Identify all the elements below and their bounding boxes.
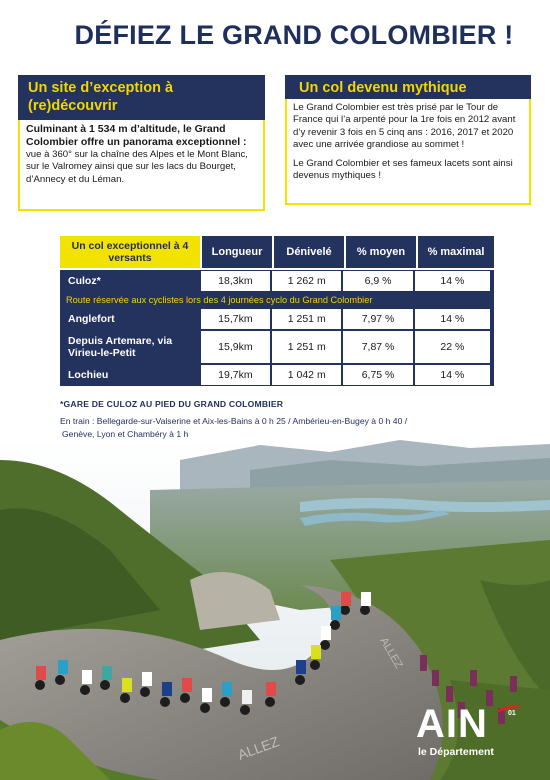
cell-pct-maximal: 14 % [415,365,490,385]
versants-table [60,236,494,386]
cell-longueur: 15,9km [201,331,270,363]
mythic-col-heading: Un col devenu mythique [285,75,531,99]
exception-site-box [18,75,265,211]
logo-department-text: le Département [418,746,494,758]
table-row [60,270,494,292]
cell-denivele: 1 251 m [272,331,341,363]
table-row [60,364,494,386]
cell-denivele: 1 251 m [272,309,341,329]
cyclist-road-note: Route réservée aux cyclistes lors des 4 journées cyclo du Grand Colombier [60,292,494,308]
exception-site-heading: Un site d’exception à (re)découvrir [18,75,265,120]
cell-pct-moyen: 6,75 % [343,365,412,385]
row-name: Culoz* [68,275,101,287]
ain-department-logo [416,704,536,764]
mythic-col-paragraph-2: Le Grand Colombier et ses fameux lacets sont ainsi devenus mythiques ! [293,157,513,182]
footnote-train-line-1: En train : Bellegarde-sur-Valserine et Aix-les-Bains à 0 h 25 / Ambérieu-en-Bugey à 0 h 40 / [60,416,408,426]
culoz-station-note [60,399,500,440]
header-pct-moyen: % moyen [344,236,416,268]
table-header-row [60,236,494,268]
footnote-title: *GARE DE CULOZ AU PIED DU GRAND COLOMBIER [60,399,284,409]
cell-pct-moyen: 6,9 % [343,271,412,291]
cell-pct-maximal: 14 % [415,309,490,329]
cell-pct-moyen: 7,97 % [343,309,412,329]
mythic-col-box [285,75,531,205]
cell-longueur: 15,7km [201,309,270,329]
logo-ain-text: AIN [416,702,488,746]
cell-longueur: 18,3km [201,271,270,291]
svg-text:ALLEZ: ALLEZ [235,733,282,763]
cell-pct-moyen: 7,87 % [343,331,412,363]
table-corner-label: Un col exceptionnel à 4 versants [60,236,200,268]
table-row [60,330,494,364]
header-denivele: Dénivelé [272,236,344,268]
page-title: DÉFIEZ LE GRAND COLOMBIER ! [74,20,514,50]
exception-site-lead: Culminant à 1 534 m d’altitude, le Grand Colombier offre un panorama exceptionnel : [26,123,247,148]
footnote-train-line-2: Genève, Lyon et Chambéry à 1 h [62,429,189,439]
svg-text:ALLEZ: ALLEZ [377,635,405,671]
header-longueur: Longueur [200,236,272,268]
table-row [60,308,494,330]
logo-number: 01 [508,710,516,717]
mythic-col-paragraph-1: Le Grand Colombier est très prisé par le Tour de France qui l’a arpenté pour la 1re fois en 2012 avant d’y revenir 3 fois en 5 cinq ans : 2016, 2017 et 2020 avec une arrivée grandiose au sommet ! [293,102,516,151]
row-name: Lochieu [68,369,109,381]
exception-site-body [18,120,265,211]
mythic-col-body [285,99,531,205]
cell-longueur: 19,7km [201,365,270,385]
row-name: Depuis Artemare, via Virieu-le-Petit [68,335,173,359]
cell-pct-maximal: 14 % [415,271,490,291]
cell-denivele: 1 042 m [272,365,341,385]
exception-site-text: vue à 360° sur la chaîne des Alpes et le Mont Blanc, sur le Valromey ainsi que sur les lacs du Bourget, d’Annecy et du Léman. [26,149,248,185]
cell-denivele: 1 262 m [272,271,341,291]
cell-pct-maximal: 22 % [415,331,490,363]
header-pct-maximal: % maximal [416,236,494,268]
row-name: Anglefort [68,313,115,325]
